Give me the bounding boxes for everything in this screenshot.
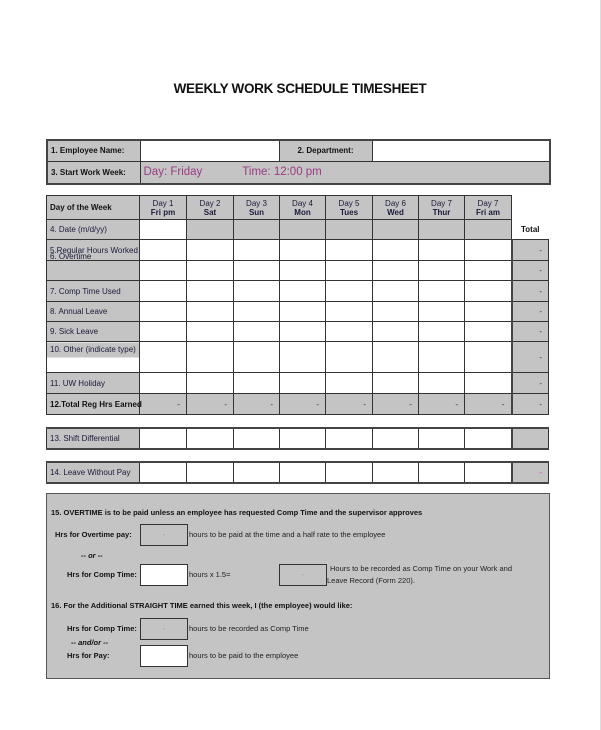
hours-cell[interactable] [373,240,419,261]
hours-cell[interactable] [465,342,512,373]
day-header [280,196,326,220]
date-cell[interactable] [187,220,234,240]
hours-cell[interactable] [419,281,465,302]
comp-time-input[interactable] [140,564,188,586]
comp-mult-text: hours x 1.5= [189,570,231,579]
hours-cell[interactable] [326,261,373,281]
hours-cell[interactable] [419,462,465,483]
day-header [140,196,187,220]
day-name: Mon [294,207,311,217]
total-cell: - [419,394,465,415]
or-text: -- or -- [81,551,103,560]
hours-cell[interactable] [280,281,326,302]
hours-cell[interactable] [326,428,373,449]
hours-cell[interactable] [419,373,465,394]
date-cell[interactable] [465,220,512,240]
row-total: - [512,322,549,342]
day-number: Day 2 [199,198,221,208]
hours-cell[interactable] [187,281,234,302]
hours-cell[interactable] [280,322,326,342]
hours-cell[interactable] [140,322,187,342]
hours-cell[interactable] [234,373,280,394]
day-number: Day 7 [477,198,499,208]
hours-cell[interactable] [373,261,419,281]
day-name: Tues [339,207,359,217]
hours-cell[interactable] [280,261,326,281]
section-16-heading: 16. For the Additional STRAIGHT TIME earned this week, I (the employee) would like: [51,601,353,610]
hours-cell[interactable] [234,428,280,449]
hours-cell[interactable] [465,322,512,342]
row-sick-leave [47,322,549,342]
total-cell: - [465,394,512,415]
row-total: - [512,342,549,373]
ot-pay-field[interactable]: - [140,524,188,546]
ot-pay-text: hours to be paid at the time and a half rate to the employee [189,530,386,539]
employee-info-table [46,139,551,185]
hours-cell[interactable] [373,302,419,322]
hours-cell[interactable] [234,342,280,373]
pay-input[interactable] [140,645,188,667]
comp-text-2: Leave Record (Form 220). [327,576,415,585]
row-label: 9. Sick Leave [50,327,99,336]
row-total [512,428,549,449]
hours-cell[interactable] [140,373,187,394]
hours-cell[interactable] [419,302,465,322]
row-total: - [512,261,549,281]
row-total: - [512,281,549,302]
hours-cell[interactable] [187,342,234,373]
hours-cell[interactable] [326,240,373,261]
ot-pay-label: Hrs for Overtime pay: [55,530,132,539]
row-total: - [512,240,549,261]
hours-cell[interactable] [465,240,512,261]
day-header [187,196,234,220]
hours-cell[interactable] [187,322,234,342]
hours-cell[interactable] [140,302,187,322]
hours-cell[interactable] [419,240,465,261]
day-header [326,196,373,220]
total-header: Total [512,220,549,240]
row-total: - [512,394,549,415]
hours-cell[interactable] [280,462,326,483]
day-of-week-label: Day of the Week [47,196,140,220]
hours-cell[interactable] [234,261,280,281]
department-input[interactable] [372,140,550,161]
hours-cell[interactable] [280,373,326,394]
hours-cell[interactable] [140,342,187,373]
row-label: 10. Other (indicate type) [50,345,136,354]
day-number: Day 4 [292,198,313,208]
hours-cell[interactable] [373,322,419,342]
day-header [234,196,280,220]
hours-cell[interactable] [280,240,326,261]
day-name: Fri pm [150,207,176,217]
row-label: 13. Shift Differential [50,433,120,443]
hours-cell[interactable] [140,281,187,302]
pay-label: Hrs for Pay: [67,651,110,660]
page-title: WEEKLY WORK SCHEDULE TIMESHEET [173,81,427,96]
hours-cell[interactable] [373,462,419,483]
day-name: Fri am [475,207,500,217]
day-name: Sun [248,207,265,217]
row-other [47,342,549,373]
row-label: 11. UW Holiday [50,378,105,388]
day-header [465,196,512,220]
day-name: Sat [203,207,217,217]
row-label: 8. Annual Leave [50,307,108,316]
st-comp-field[interactable]: - [140,618,188,640]
hours-cell[interactable] [465,462,512,483]
hours-cell[interactable] [280,342,326,373]
hours-cell[interactable] [465,302,512,322]
row-total: - [512,373,549,394]
row-label: 12.Total Reg Hrs Earned [50,399,142,409]
hours-cell[interactable] [465,428,512,449]
day-name: Thur [432,207,451,217]
hours-cell[interactable] [465,373,512,394]
hours-cell[interactable] [419,261,465,281]
total-cell: - [140,394,187,415]
day-header [419,196,465,220]
hours-cell[interactable] [280,302,326,322]
row-total: - [512,302,549,322]
row-label: 5.Regular Hours Worked [50,245,138,255]
hours-cell[interactable] [373,373,419,394]
hours-cell[interactable] [373,342,419,373]
hours-cell[interactable] [419,322,465,342]
row-label: 14. Leave Without Pay [50,467,131,477]
row-label: 7. Comp Time Used [50,286,121,296]
department-label: 2. Department: [279,140,372,161]
andor-text: -- and/or -- [71,638,109,647]
st-comp-label: Hrs for Comp Time: [67,624,137,633]
hours-cell[interactable] [373,281,419,302]
hours-cell[interactable] [465,261,512,281]
day-header [373,196,419,220]
row-comp-time-used [47,281,549,302]
total-cell: - [373,394,419,415]
date-cell[interactable] [326,220,373,240]
row-uw-holiday [47,373,549,394]
total-cell: - [187,394,234,415]
hours-cell[interactable] [419,342,465,373]
hours-cell[interactable] [140,462,187,483]
date-cell[interactable] [140,220,187,240]
date-cell[interactable] [280,220,326,240]
day-number: Day 7 [431,198,452,208]
date-cell[interactable] [419,220,465,240]
employee-name-label: 1. Employee Name: [47,140,140,161]
total-cell: - [326,394,373,415]
st-comp-text: hours to be recorded as Comp Time [189,624,309,633]
day-number: Day 6 [385,198,406,208]
hours-cell[interactable] [373,428,419,449]
comp-time-label: Hrs for Comp Time: [67,570,137,579]
row-total: - [512,462,549,483]
day-number: Day 1 [152,198,174,208]
row-overtime [47,261,549,281]
row-leave-without-pay [47,462,549,483]
hours-cell[interactable] [326,373,373,394]
comp-result-field[interactable]: - [279,564,327,586]
date-cell[interactable] [234,220,280,240]
start-day-value[interactable]: Day: Friday [143,166,203,179]
overtime-section [46,493,550,679]
day-name: Wed [387,207,404,217]
start-week-label: 3. Start Work Week: [47,161,140,184]
day-number: Day 3 [246,198,267,208]
hours-cell[interactable] [419,428,465,449]
hours-cell[interactable] [234,302,280,322]
row-label: 4. Date (m/d/yy) [50,225,107,234]
total-cell: - [280,394,326,415]
hours-cell[interactable] [326,302,373,322]
row-label: 6. Overtime [50,252,92,261]
hours-cell[interactable] [187,462,234,483]
employee-name-input[interactable] [140,140,279,161]
row-annual-leave [47,302,549,322]
hours-cell[interactable] [234,462,280,483]
hours-grid [46,195,549,484]
hours-cell[interactable] [326,281,373,302]
hours-cell[interactable] [326,342,373,373]
hours-cell[interactable] [326,462,373,483]
row-total-reg-hrs [47,394,549,415]
hours-cell[interactable] [280,428,326,449]
start-time-value[interactable]: Time: 12:00 pm [242,166,322,179]
hours-cell[interactable] [465,281,512,302]
hours-cell[interactable] [187,240,234,261]
hours-cell[interactable] [326,322,373,342]
hours-cell[interactable] [187,373,234,394]
comp-text-1: Hours to be recorded as Comp Time on your Work and [330,564,513,573]
hours-cell[interactable] [140,261,187,281]
hours-cell[interactable] [140,240,187,261]
hours-cell[interactable] [187,428,234,449]
row-date [47,220,549,240]
pay-text: hours to be paid to the employee [189,651,299,660]
hours-cell[interactable] [187,261,234,281]
hours-cell[interactable] [234,281,280,302]
hours-cell[interactable] [140,428,187,449]
hours-cell[interactable] [234,322,280,342]
total-cell: - [234,394,280,415]
hours-cell[interactable] [234,240,280,261]
row-shift-differential [47,428,549,449]
day-number: Day 5 [338,198,360,208]
section-15-heading: 15. OVERTIME is to be paid unless an employee has requested Comp Time and the supervisor approves [51,508,423,517]
hours-cell[interactable] [187,302,234,322]
date-cell[interactable] [373,220,419,240]
